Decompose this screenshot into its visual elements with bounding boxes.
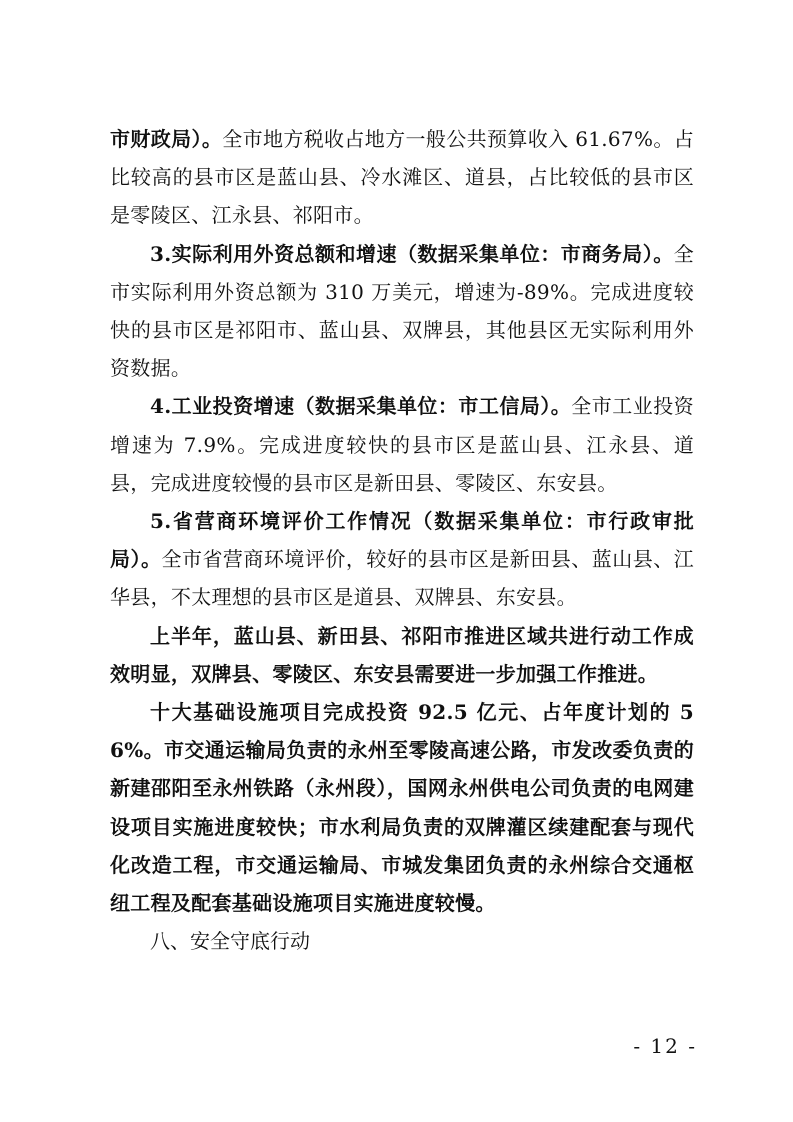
paragraph-5 [110,617,694,693]
paragraph-3-text: 全市工业投资增速为 7.9%。完成进度较快的县市区是蓝山县、江永县、道县，完成进度较慢的县市区是新田县、零陵区、东安县。 [110,394,694,495]
paragraph-1 [110,120,694,235]
paragraph-4-bold: 5.省营商环境评价工作情况（数据采集单位：市行政审批局）。 [110,509,694,572]
paragraph-3 [110,387,694,502]
paragraph-2 [110,235,694,388]
paragraph-2-text: 全市实际利用外资总额为 310 万美元，增速为-89%。完成进度较快的县市区是祁阳市、蓝山县、双牌县，其他县区无实际利用外资数据。 [110,241,694,381]
paragraph-5-bold: 上半年，蓝山县、新田县、祁阳市推进区域共进行动工作成效明显，双牌县、零陵区、东安县需要进一步加强工作推进。 [110,623,694,686]
paragraph-3-bold: 4.工业投资增速（数据采集单位：市工信局）。 [150,394,572,419]
paragraph-2-bold: 3.实际利用外资总额和增速（数据采集单位：市商务局）。 [150,241,674,266]
paragraph-1-bold: 市财政局）。 [110,127,223,151]
paragraph-4 [110,502,694,617]
paragraph-4-text: 全市省营商环境评价，较好的县市区是新田县、蓝山县、江华县，不太理想的县市区是道县、双牌县、东安县。 [110,547,694,610]
section-heading: 八、安全守底行动 [150,929,310,954]
body-text [110,120,694,960]
paragraph-6 [110,693,694,922]
paragraph-1-text: 全市地方税收占地方一般公共预算收入 61.67%。占比较高的县市区是蓝山县、冷水滩区、道县，占比较低的县市区是零陵区、江永县、祁阳市。 [110,127,694,228]
page-number: - 12 - [633,1034,697,1058]
paragraph-6-bold: 十大基础设施项目完成投资 92.5 亿元、占年度计划的 56%。市交通运输局负责的永州至零陵高速公路，市发改委负责的新建邵阳至永州铁路（永州段），国网永州供电公司负责的电网建设项目实施进度较快；市水利局负责的双牌灌区续建配套与现代化改造工程，市交通运输局、市城发集团负责的永州综合交通枢纽工程及配套基础设施项目实施进度较慢。 [110,700,694,916]
